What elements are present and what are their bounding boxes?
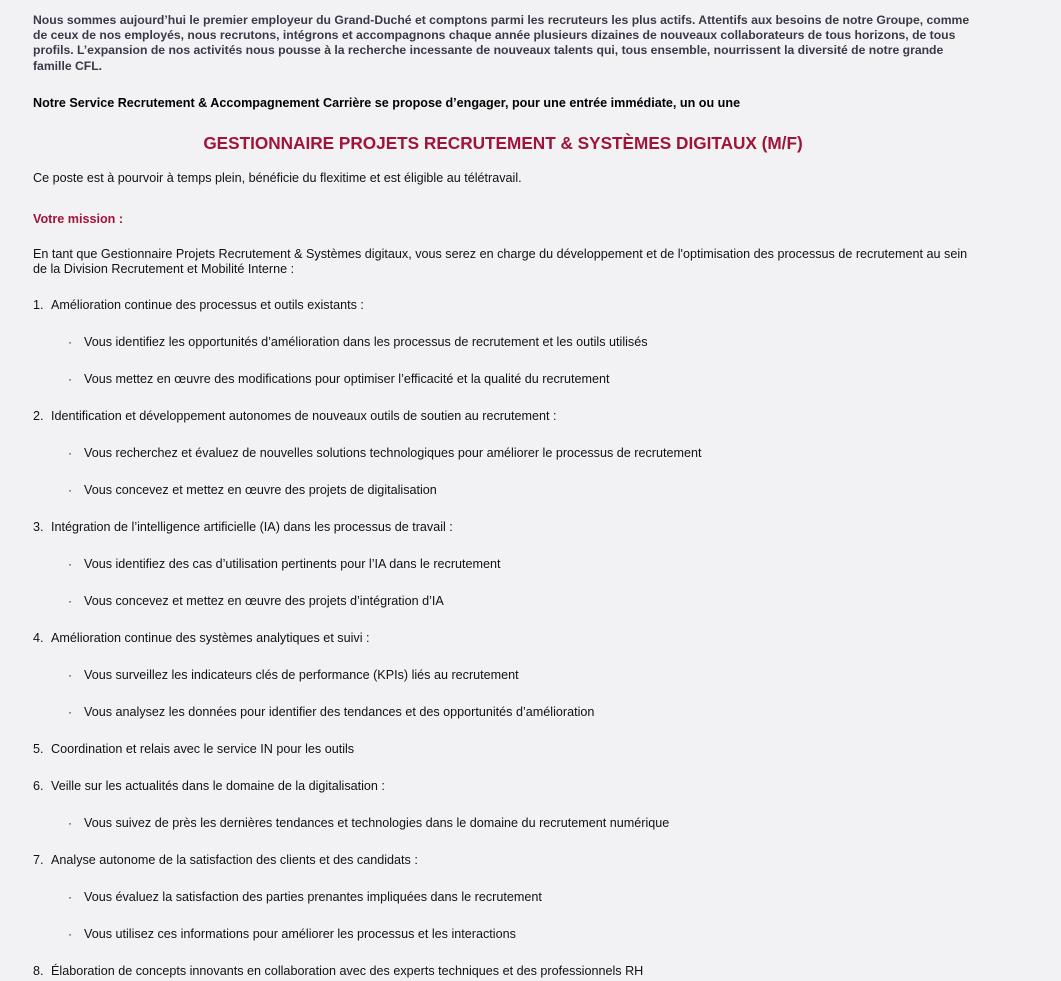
mission-subitem-text: Vous mettez en œuvre des modifications pour optimiser l’efficacité et la qualité du recrutement xyxy=(84,371,610,386)
mission-subitem xyxy=(33,371,973,387)
mission-item-text: Amélioration continue des processus et outils existants : xyxy=(51,297,364,312)
conditions-paragraph: Ce poste est à pourvoir à temps plein, bénéficie du flexitime et est éligible au télétravail. xyxy=(33,170,522,185)
mission-item-text: Intégration de l’intelligence artificielle (IA) dans les processus de travail : xyxy=(51,519,453,534)
mission-intro-paragraph: En tant que Gestionnaire Projets Recrutement & Systèmes digitaux, vous serez en charge du développement et de l'optimisation des processus de recrutement au sein de la Division Recrutement et Mobilité Interne : xyxy=(33,246,968,276)
mission-subitem xyxy=(33,815,973,831)
mission-sublist xyxy=(33,889,973,942)
mission-item xyxy=(33,519,973,609)
mission-subitem-text: Vous recherchez et évaluez de nouvelles solutions technologiques pour améliorer le processus de recrutement xyxy=(84,445,702,460)
mission-item-number: 4. xyxy=(33,630,44,645)
bullet-dot-icon: · xyxy=(68,593,72,608)
bullet-dot-icon: · xyxy=(68,815,72,830)
mission-item xyxy=(33,297,973,387)
mission-item-text: Coordination et relais avec le service IN pour les outils xyxy=(51,741,355,756)
mission-sublist xyxy=(33,445,973,498)
bullet-dot-icon: · xyxy=(68,334,72,349)
mission-sublist xyxy=(33,815,973,831)
mission-item-row xyxy=(33,741,973,757)
mission-subitem-text: Vous concevez et mettez en œuvre des projets d’intégration d’IA xyxy=(84,593,444,608)
mission-item xyxy=(33,741,973,757)
mission-subitem xyxy=(33,482,973,498)
mission-subitem-text: Vous évaluez la satisfaction des parties prenantes impliquées dans le recrutement xyxy=(84,889,542,904)
bullet-dot-icon: · xyxy=(68,926,72,941)
mission-item-row xyxy=(33,297,973,313)
mission-sublist xyxy=(33,667,973,720)
mission-item-row xyxy=(33,778,973,794)
bullet-dot-icon: · xyxy=(68,667,72,682)
mission-item-text: Élaboration de concepts innovants en collaboration avec des experts techniques et des professionnels RH xyxy=(51,963,644,978)
mission-item-number: 7. xyxy=(33,852,44,867)
mission-subitem xyxy=(33,704,973,720)
mission-item-number: 1. xyxy=(33,297,44,312)
mission-subitem-text: Vous identifiez des cas d’utilisation pertinents pour l’IA dans le recrutement xyxy=(84,556,501,571)
mission-subitem xyxy=(33,334,973,350)
mission-item-text: Analyse autonome de la satisfaction des clients et des candidats : xyxy=(51,852,418,867)
bullet-dot-icon: · xyxy=(68,445,72,460)
job-title: GESTIONNAIRE PROJETS RECRUTEMENT & SYSTÈMES DIGITAUX (M/F) xyxy=(203,132,803,153)
intro-paragraph: Nous sommes aujourd’hui le premier employeur du Grand-Duché et comptons parmi les recruteurs les plus actifs. Attentifs aux besoins de notre Groupe, comme de ceux de nos employés, nous recrutons, intégrons et accompagnons chaque année plusieurs dizaines de nouveaux collaborateurs de tous horizons, de tous profils. L’expansion de nos activités nous pousse à la recherche incessante de nouveaux talents qui, tous ensemble, nourrissent la diversité de notre grande famille CFL. xyxy=(33,13,970,73)
mission-item-row xyxy=(33,519,973,535)
bullet-dot-icon: · xyxy=(68,704,72,719)
mission-item xyxy=(33,408,973,498)
mission-item-number: 6. xyxy=(33,778,44,793)
mission-item-number: 5. xyxy=(33,741,44,756)
mission-subitem-text: Vous concevez et mettez en œuvre des projets de digitalisation xyxy=(84,482,437,497)
mission-subitem-text: Vous surveillez les indicateurs clés de performance (KPIs) liés au recrutement xyxy=(84,667,519,682)
mission-item-text: Identification et développement autonomes de nouveaux outils de soutien au recrutement : xyxy=(51,408,557,423)
mission-item-row xyxy=(33,630,973,646)
mission-item xyxy=(33,630,973,720)
mission-subitem xyxy=(33,889,973,905)
lead-paragraph: Notre Service Recrutement & Accompagnement Carrière se propose d’engager, pour une entrée immédiate, un ou une xyxy=(33,95,741,110)
mission-subitem-text: Vous suivez de près les dernières tendances et technologies dans le domaine du recrutement numérique xyxy=(84,815,670,830)
mission-subitem xyxy=(33,556,973,572)
mission-subitem xyxy=(33,926,973,942)
mission-item-text: Amélioration continue des systèmes analytiques et suivi : xyxy=(51,630,370,645)
mission-item-number: 8. xyxy=(33,963,44,978)
mission-subitem xyxy=(33,667,973,683)
mission-subitem xyxy=(33,593,973,609)
mission-subitem xyxy=(33,445,973,461)
mission-sublist xyxy=(33,556,973,609)
mission-subitem-text: Vous identifiez les opportunités d’amélioration dans les processus de recrutement et les outils utilisés xyxy=(84,334,648,349)
mission-item-number: 3. xyxy=(33,519,44,534)
mission-item-number: 2. xyxy=(33,408,44,423)
bullet-dot-icon: · xyxy=(68,889,72,904)
mission-item xyxy=(33,963,973,979)
bullet-dot-icon: · xyxy=(68,371,72,386)
mission-sublist xyxy=(33,334,973,387)
mission-item-row xyxy=(33,408,973,424)
bullet-dot-icon: · xyxy=(68,482,72,497)
mission-subitem-text: Vous analysez les données pour identifier des tendances et des opportunités d’amélioration xyxy=(84,704,595,719)
mission-heading: Votre mission : xyxy=(33,211,124,226)
mission-subitem-text: Vous utilisez ces informations pour améliorer les processus et les interactions xyxy=(84,926,516,941)
mission-item xyxy=(33,852,973,942)
mission-item-row xyxy=(33,852,973,868)
mission-item xyxy=(33,778,973,831)
mission-list xyxy=(33,297,973,979)
mission-item-row xyxy=(33,963,973,979)
bullet-dot-icon: · xyxy=(68,556,72,571)
mission-item-text: Veille sur les actualités dans le domaine de la digitalisation : xyxy=(51,778,385,793)
